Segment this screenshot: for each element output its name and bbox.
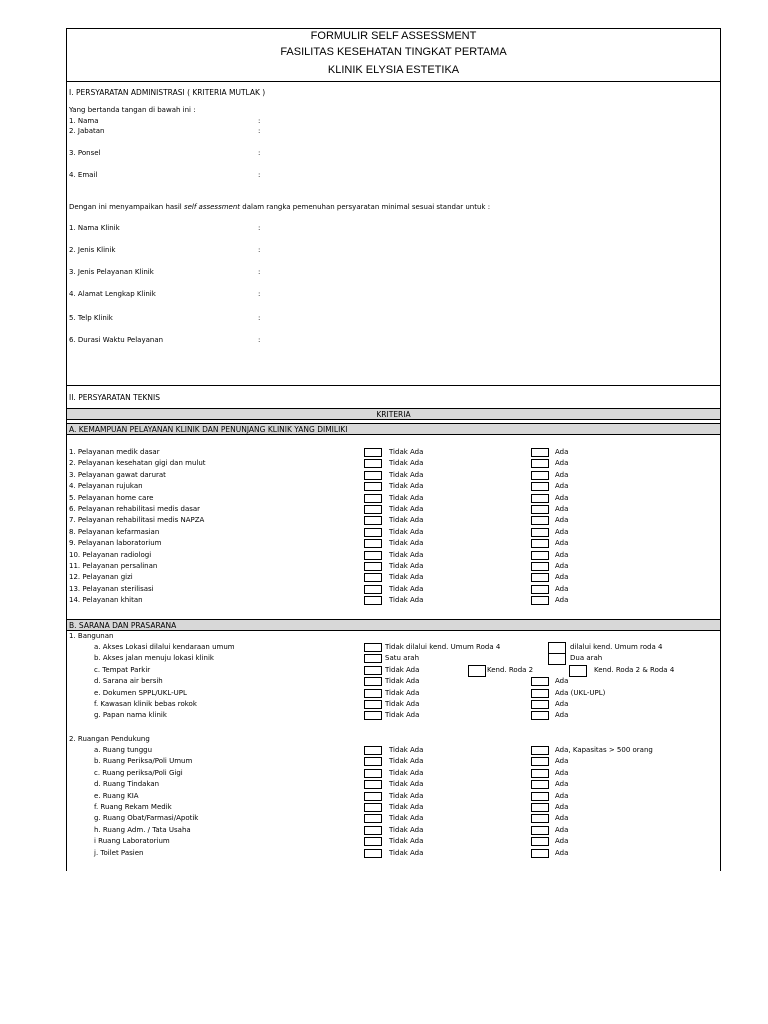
- checkbox-tidak-ada[interactable]: [364, 803, 382, 812]
- checkbox-ada[interactable]: [531, 596, 549, 605]
- ruangan-item-label: e. Ruang KIA: [94, 791, 139, 800]
- option-a-label: Satu arah: [385, 654, 420, 663]
- checkbox-option-b[interactable]: [531, 700, 549, 709]
- admin-intro: Yang bertanda tangan di bawah ini :: [69, 106, 196, 114]
- checkbox-ada[interactable]: [531, 551, 549, 560]
- bangunan-item-label: a. Akses Lokasi dilalui kendaraan umum: [94, 643, 235, 651]
- assessment-form-sheet: [66, 28, 721, 871]
- option-a-label: Tidak Ada: [385, 700, 420, 708]
- field-label-durasi: 6. Durasi Waktu Pelayanan: [69, 336, 164, 344]
- service-item-label: 13. Pelayanan sterilisasi: [69, 584, 154, 593]
- option-tidak-ada-label: Tidak Ada: [389, 550, 424, 559]
- checkbox-tidak-ada[interactable]: [364, 757, 382, 766]
- service-item-label: 1. Pelayanan medik dasar: [69, 448, 160, 456]
- kriteria-header: [67, 408, 720, 420]
- checkbox-option-b[interactable]: [531, 677, 549, 686]
- field-colon: :: [258, 127, 261, 135]
- field-colon: :: [258, 314, 261, 322]
- field-colon: :: [258, 268, 261, 276]
- bangunan-heading: 1. Bangunan: [69, 632, 114, 640]
- option-tidak-ada-label: Tidak Ada: [389, 791, 424, 800]
- checkbox-ada[interactable]: [531, 814, 549, 823]
- checkbox-option-b[interactable]: [569, 665, 587, 677]
- service-item-label: 8. Pelayanan kefarmasian: [69, 527, 160, 536]
- checkbox-option-a[interactable]: [364, 643, 382, 652]
- field-label-nama: 1. Nama: [69, 117, 99, 125]
- section-b-title: B. SARANA DAN PRASARANA: [69, 621, 177, 630]
- option-ada-label: Ada: [555, 757, 569, 766]
- option-tidak-ada-label: Tidak Ada: [389, 459, 424, 468]
- option-ada-label: Ada: [555, 459, 569, 468]
- option-ada-label: Ada: [555, 848, 569, 857]
- option-a-label: Tidak dilalui kend. Umum Roda 4: [385, 643, 501, 651]
- checkbox-tidak-ada[interactable]: [364, 482, 382, 491]
- checkbox-tidak-ada[interactable]: [364, 516, 382, 525]
- checkbox-ada[interactable]: [531, 792, 549, 801]
- option-tidak-ada-label: Tidak Ada: [389, 746, 424, 754]
- option-a-label: Tidak Ada: [385, 665, 420, 674]
- option-b-label: Ada (UKL-UPL): [555, 688, 606, 697]
- option-ada-label: Ada: [555, 539, 569, 548]
- clinic-name-title: KLINIK ELYSIA ESTETIKA: [327, 64, 460, 76]
- checkbox-ada[interactable]: [531, 746, 549, 755]
- checkbox-ada[interactable]: [531, 459, 549, 468]
- option-tidak-ada-label: Tidak Ada: [389, 493, 424, 502]
- checkbox-tidak-ada[interactable]: [364, 826, 382, 835]
- option-ada-label: Ada: [555, 493, 569, 502]
- bangunan-item-label: e. Dokumen SPPL/UKL-UPL: [94, 688, 187, 697]
- checkbox-tidak-ada[interactable]: [364, 471, 382, 480]
- kriteria-label: KRITERIA: [376, 410, 411, 419]
- option-tidak-ada-label: Tidak Ada: [389, 562, 424, 570]
- checkbox-ada[interactable]: [531, 837, 549, 846]
- option-ada-label: Ada: [555, 584, 569, 593]
- checkbox-tidak-ada[interactable]: [364, 459, 382, 468]
- checkbox-ada[interactable]: [531, 803, 549, 812]
- checkbox-option-a[interactable]: [364, 654, 382, 663]
- option-ada-label: Ada: [555, 837, 569, 846]
- option-ada-label: Ada: [555, 516, 569, 525]
- section-b-header: [67, 619, 720, 631]
- option-tidak-ada-label: Tidak Ada: [389, 825, 424, 834]
- option-b-label: Ada: [555, 700, 569, 708]
- option-ada-label: Ada: [555, 550, 569, 559]
- checkbox-tidak-ada[interactable]: [364, 528, 382, 537]
- admin-heading: I. PERSYARATAN ADMINISTRASI ( KRITERIA MUTLAK ): [69, 88, 266, 97]
- field-label-jenis-klinik: 2. Jenis Klinik: [69, 246, 116, 254]
- option-ada-label: Ada: [555, 482, 569, 491]
- checkbox-tidak-ada[interactable]: [364, 573, 382, 582]
- field-colon: :: [258, 290, 261, 298]
- bangunan-item-label: g. Papan nama klinik: [94, 711, 167, 720]
- checkbox-ada[interactable]: [531, 516, 549, 525]
- checkbox-option-a[interactable]: [364, 677, 382, 686]
- option-tidak-ada-label: Tidak Ada: [389, 505, 424, 513]
- form-subtitle: FASILITAS KESEHATAN TINGKAT PERTAMA: [280, 46, 507, 58]
- service-item-label: 11. Pelayanan persalinan: [69, 562, 158, 570]
- ruangan-item-label: b. Ruang Periksa/Poli Umum: [94, 757, 193, 766]
- field-label-nama-klinik: 1. Nama Klinik: [69, 224, 120, 232]
- checkbox-ada[interactable]: [531, 448, 549, 457]
- checkbox-tidak-ada[interactable]: [364, 494, 382, 503]
- checkbox-option-a[interactable]: [364, 700, 382, 709]
- checkbox-option-a[interactable]: [364, 711, 382, 720]
- bangunan-item-label: b. Akses jalan menuju lokasi klinik: [94, 654, 214, 663]
- checkbox-ada[interactable]: [531, 471, 549, 480]
- field-colon: :: [258, 171, 261, 179]
- ruangan-item-label: j. Toilet Pasien: [94, 848, 144, 857]
- checkbox-tidak-ada[interactable]: [364, 505, 382, 514]
- option-ada-label: Ada: [555, 470, 569, 479]
- option-tidak-ada-label: Tidak Ada: [389, 768, 424, 777]
- field-colon: :: [258, 149, 261, 157]
- checkbox-ada[interactable]: [531, 482, 549, 491]
- ruangan-item-label: d. Ruang Tindakan: [94, 780, 160, 789]
- field-colon: :: [258, 246, 261, 254]
- option-tidak-ada-label: Tidak Ada: [389, 848, 424, 857]
- bangunan-item-label: c. Tempat Parkir: [94, 665, 151, 674]
- checkbox-tidak-ada[interactable]: [364, 849, 382, 858]
- section-a-header: [67, 423, 720, 435]
- option-ada-label: Ada: [555, 573, 569, 582]
- option-tidak-ada-label: Tidak Ada: [389, 596, 424, 605]
- checkbox-tidak-ada[interactable]: [364, 837, 382, 846]
- option-b-label: Dua arah: [570, 654, 603, 663]
- checkbox-ada[interactable]: [531, 757, 549, 766]
- service-item-label: 14. Pelayanan khitan: [69, 596, 143, 605]
- service-item-label: 4. Pelayanan rujukan: [69, 482, 143, 491]
- checkbox-tidak-ada[interactable]: [364, 769, 382, 778]
- field-label-jenis-pelayanan: 3. Jenis Pelayanan Klinik: [69, 268, 154, 276]
- option-ada-label: Ada: [555, 448, 569, 456]
- service-item-label: 3. Pelayanan gawat darurat: [69, 470, 166, 479]
- checkbox-ada[interactable]: [531, 769, 549, 778]
- field-colon: :: [258, 336, 261, 344]
- checkbox-tidak-ada[interactable]: [364, 585, 382, 594]
- service-item-label: 9. Pelayanan laboratorium: [69, 539, 162, 548]
- checkbox-option-a[interactable]: [364, 666, 382, 675]
- option-a-label: Tidak Ada: [385, 688, 420, 697]
- option-ada-label: Ada: [555, 780, 569, 789]
- ruangan-item-label: a. Ruang tunggu: [94, 746, 153, 754]
- field-label-alamat: 4. Alamat Lengkap Klinik: [69, 290, 156, 298]
- field-label-jabatan: 2. Jabatan: [69, 127, 105, 135]
- option-b-label: dilalui kend. Umum roda 4: [570, 643, 663, 651]
- service-item-label: 10. Pelayanan radiologi: [69, 550, 152, 559]
- checkbox-option-a[interactable]: [364, 689, 382, 698]
- option-ada-label: Ada: [555, 803, 569, 811]
- checkbox-tidak-ada[interactable]: [364, 539, 382, 548]
- option-tidak-ada-label: Tidak Ada: [389, 516, 424, 525]
- option-tidak-ada-label: Tidak Ada: [389, 584, 424, 593]
- option-ada-label: Ada: [555, 505, 569, 513]
- option-ada-label: Ada: [555, 814, 569, 823]
- option-tidak-ada-label: Tidak Ada: [389, 527, 424, 536]
- section-a-title: A. KEMAMPUAN PELAYANAN KLINIK DAN PENUNJANG KLINIK YANG DIMILIKI: [69, 425, 348, 434]
- ruangan-item-label: g. Ruang Obat/Farmasi/Apotik: [94, 814, 199, 823]
- checkbox-option-mid[interactable]: [468, 665, 486, 677]
- option-ada-label: Ada: [555, 791, 569, 800]
- option-tidak-ada-label: Tidak Ada: [389, 470, 424, 479]
- bangunan-item-label: d. Sarana air bersih: [94, 677, 163, 686]
- checkbox-option-b[interactable]: [548, 653, 566, 665]
- option-mid-label: Kend. Roda 2: [487, 665, 534, 674]
- checkbox-tidak-ada[interactable]: [364, 448, 382, 457]
- checkbox-ada[interactable]: [531, 539, 549, 548]
- option-tidak-ada-label: Tidak Ada: [389, 482, 424, 491]
- teknis-heading: II. PERSYARATAN TEKNIS: [69, 393, 160, 402]
- checkbox-option-b[interactable]: [548, 642, 566, 654]
- divider: [67, 81, 720, 82]
- option-b-label: Ada: [555, 711, 569, 720]
- field-label-email: 4. Email: [69, 171, 98, 179]
- statement-text: Dengan ini menyampaikan hasil self assessment dalam rangka pemenuhan persyaratan minimal sesuai standar untuk :: [69, 203, 491, 211]
- service-item-label: 2. Pelayanan kesehatan gigi dan mulut: [69, 459, 206, 468]
- checkbox-tidak-ada[interactable]: [364, 814, 382, 823]
- option-a-label: Tidak Ada: [385, 677, 420, 686]
- option-tidak-ada-label: Tidak Ada: [389, 757, 424, 766]
- checkbox-ada[interactable]: [531, 562, 549, 571]
- service-item-label: 6. Pelayanan rehabilitasi medis dasar: [69, 505, 201, 513]
- service-item-label: 5. Pelayanan home care: [69, 493, 154, 502]
- field-label-telp: 5. Telp Klinik: [69, 314, 113, 322]
- ruangan-item-label: h. Ruang Adm. / Tata Usaha: [94, 825, 191, 834]
- option-b-label: Kend. Roda 2 & Roda 4: [594, 665, 675, 674]
- option-tidak-ada-label: Tidak Ada: [389, 780, 424, 789]
- option-tidak-ada-label: Tidak Ada: [389, 573, 424, 582]
- form-title: FORMULIR SELF ASSESSMENT: [310, 30, 477, 42]
- option-a-label: Tidak Ada: [385, 711, 420, 720]
- checkbox-tidak-ada[interactable]: [364, 792, 382, 801]
- option-ada-label: Ada: [555, 596, 569, 605]
- option-ada-label: Ada: [555, 768, 569, 777]
- option-tidak-ada-label: Tidak Ada: [389, 539, 424, 548]
- option-tidak-ada-label: Tidak Ada: [389, 448, 424, 456]
- checkbox-tidak-ada[interactable]: [364, 551, 382, 560]
- option-tidak-ada-label: Tidak Ada: [389, 837, 424, 846]
- checkbox-ada[interactable]: [531, 585, 549, 594]
- option-ada-label: Ada: [555, 562, 569, 570]
- option-ada-label: Ada: [555, 825, 569, 834]
- divider: [67, 385, 720, 386]
- checkbox-tidak-ada[interactable]: [364, 562, 382, 571]
- ruangan-item-label: f. Ruang Rekam Medik: [94, 803, 172, 811]
- checkbox-ada[interactable]: [531, 849, 549, 858]
- ruangan-item-label: i Ruang Laboratorium: [94, 837, 170, 846]
- option-b-label: Ada: [555, 677, 569, 686]
- option-ada-label: Ada: [555, 527, 569, 536]
- option-tidak-ada-label: Tidak Ada: [389, 814, 424, 823]
- checkbox-ada[interactable]: [531, 573, 549, 582]
- checkbox-ada[interactable]: [531, 780, 549, 789]
- checkbox-option-b[interactable]: [531, 711, 549, 720]
- bangunan-item-label: f. Kawasan klinik bebas rokok: [94, 700, 197, 708]
- field-label-ponsel: 3. Ponsel: [69, 149, 101, 157]
- service-item-label: 12. Pelayanan gizi: [69, 573, 133, 582]
- checkbox-option-b[interactable]: [531, 689, 549, 698]
- checkbox-ada[interactable]: [531, 528, 549, 537]
- checkbox-tidak-ada[interactable]: [364, 780, 382, 789]
- checkbox-ada[interactable]: [531, 505, 549, 514]
- ruangan-item-label: c. Ruang periksa/Poli Gigi: [94, 768, 183, 777]
- checkbox-ada[interactable]: [531, 494, 549, 503]
- field-colon: :: [258, 224, 261, 232]
- pendukung-heading: 2. Ruangan Pendukung: [69, 735, 150, 743]
- option-tidak-ada-label: Tidak Ada: [389, 803, 424, 811]
- service-item-label: 7. Pelayanan rehabilitasi medis NAPZA: [69, 516, 205, 525]
- checkbox-tidak-ada[interactable]: [364, 596, 382, 605]
- field-colon: :: [258, 117, 261, 125]
- checkbox-tidak-ada[interactable]: [364, 746, 382, 755]
- option-ada-label: Ada, Kapasitas > 500 orang: [555, 746, 653, 754]
- checkbox-ada[interactable]: [531, 826, 549, 835]
